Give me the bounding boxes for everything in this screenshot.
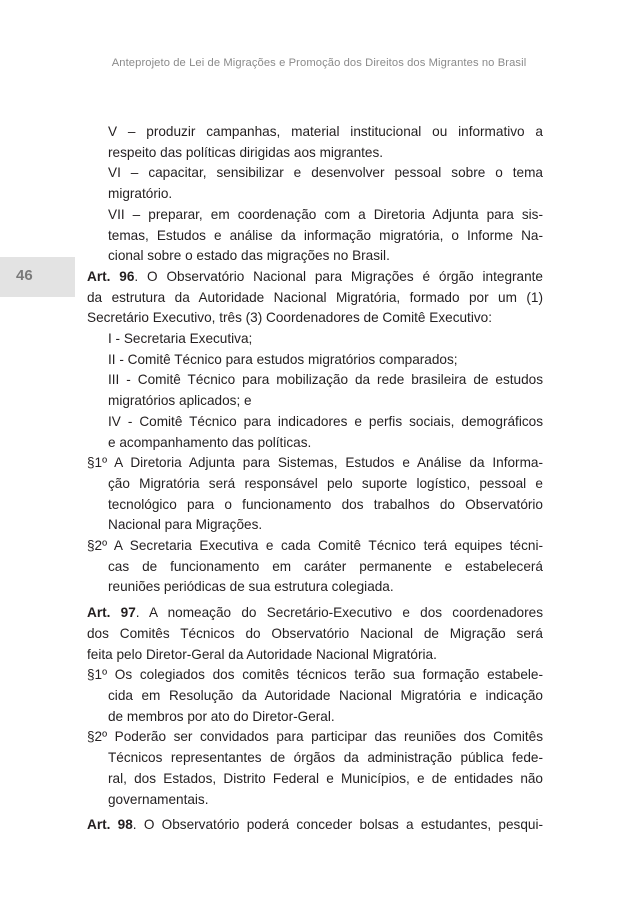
text-line: temas, Estudos e análise da informação migratória, o Informe Na-: [108, 227, 543, 243]
text-line: Secretário Executivo, três (3) Coordenadores de Comitê Executivo:: [87, 310, 492, 326]
text-line: de membros por ato do Diretor-Geral.: [108, 708, 335, 724]
text-line: §2º Poderão ser convidados para participar das reuniões dos Comitês: [87, 729, 543, 745]
text-line: cida em Resolução da Autoridade Nacional Migratória e indicação: [108, 687, 543, 703]
text-line: reuniões periódicas de sua estrutura colegiada.: [108, 579, 394, 595]
page-number: 46: [16, 267, 33, 284]
text-line: cas de funcionamento em caráter permanente e estabelecerá: [108, 558, 543, 574]
text-line: I - Secretaria Executiva;: [108, 331, 253, 347]
text-line: ral, dos Estados, Distrito Federal e Municípios, e de entidades não: [108, 770, 543, 786]
text-line: IV - Comitê Técnico para indicadores e perfis sociais, demográficos: [108, 413, 543, 429]
article-text: . O Observatório poderá conceder bolsas a estudantes, pesqui-: [132, 817, 544, 833]
article-number: Art. 96: [87, 268, 135, 284]
text-line: tecnológico para o funcionamento dos trabalhos do Observatório: [108, 496, 543, 512]
text-line: §1º A Diretoria Adjunta para Sistemas, Estudos e Análise da Informa-: [87, 455, 543, 471]
text-line: ção Migratória será responsável pelo suporte logístico, pessoal e: [108, 475, 543, 491]
document-body: [87, 122, 543, 836]
text-line: V – produzir campanhas, material institucional ou informativo a: [108, 124, 543, 139]
text-line: VI – capacitar, sensibilizar e desenvolver pessoal sobre o tema: [108, 165, 543, 181]
text-line: respeito das políticas dirigidas aos migrantes.: [108, 144, 384, 160]
text-line: §1º Os colegiados dos comitês técnicos terão sua formação estabele-: [87, 667, 543, 683]
running-header: Anteprojeto de Lei de Migrações e Promoção dos Direitos dos Migrantes no Brasil: [111, 57, 527, 69]
text-line: III - Comitê Técnico para mobilização da rede brasileira de estudos: [108, 372, 543, 388]
article-number: Art. 98: [87, 817, 133, 833]
text-line: feita pelo Diretor-Geral da Autoridade Nacional Migratória.: [87, 646, 437, 662]
article-number: Art. 97: [87, 605, 136, 621]
article-text: . O Observatório Nacional para Migrações é órgão integrante: [134, 268, 543, 284]
text-line: dos Comitês Técnicos do Observatório Nacional de Migração será: [87, 625, 543, 641]
page-number-tab: [0, 257, 75, 297]
text-line: e acompanhamento das políticas.: [108, 434, 312, 450]
article-97-line: [87, 603, 543, 624]
text-line: VII – preparar, em coordenação com a Diretoria Adjunta para sis-: [108, 206, 543, 222]
text-line: migratórios aplicados; e: [108, 393, 252, 409]
text-line: migratório.: [108, 186, 173, 202]
text-line: Nacional para Migrações.: [108, 517, 263, 533]
text-line: II - Comitê Técnico para estudos migratórios comparados;: [108, 351, 458, 367]
text-line: §2º A Secretaria Executiva e cada Comitê Técnico terá equipes técni-: [87, 538, 543, 554]
article-text: . A nomeação do Secretário-Executivo e dos coordenadores: [135, 605, 544, 621]
text-line: cional sobre o estado das migrações no Brasil.: [108, 248, 390, 264]
text-line: Técnicos representantes de órgãos da administração pública fede-: [108, 750, 543, 766]
text-line: governamentais.: [108, 791, 209, 807]
article-98-line: [87, 815, 543, 836]
article-96-line: [87, 267, 543, 288]
text-line: da estrutura da Autoridade Nacional Migratória, formado por um (1): [87, 289, 543, 305]
